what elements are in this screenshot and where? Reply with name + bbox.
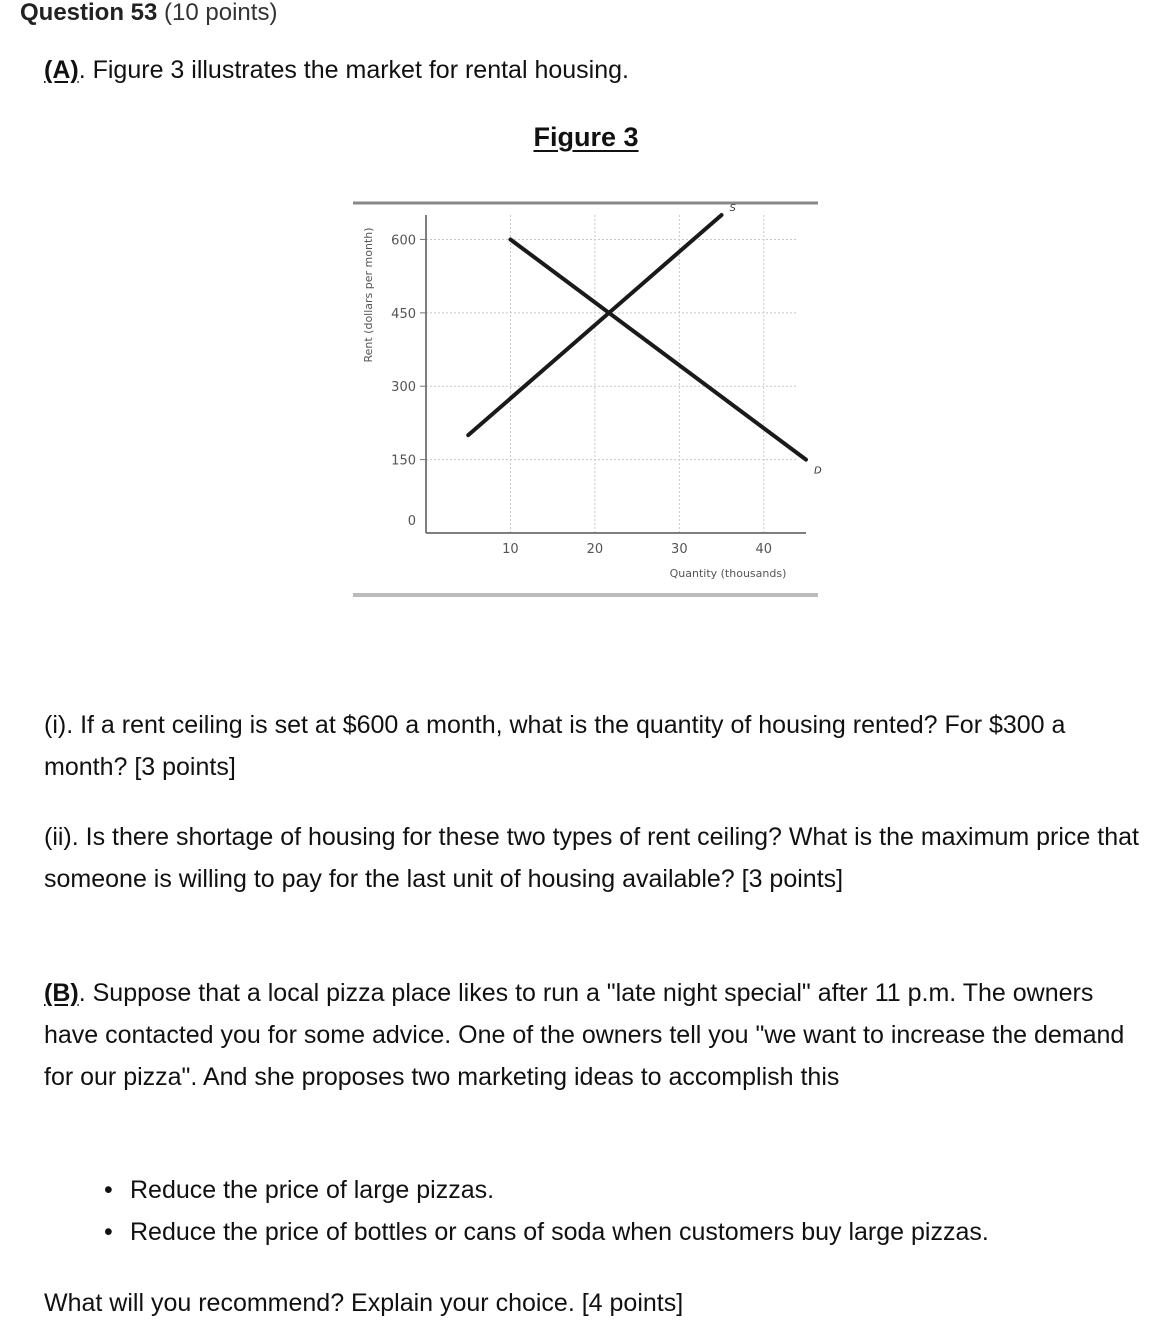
marketing-ideas-list [96,1169,989,1253]
grid-lines [426,215,796,533]
question-header [20,0,277,26]
question-ii: (ii). Is there shortage of housing for these two types of rent ceiling? What is the maximum price that someone is willing to pay for the last unit of housing available? [3 points] [44,823,1139,893]
x-tick-label: 20 [586,542,604,557]
part-b-text: . Suppose that a local pizza place likes to run a "late night special" after 11 p.m. The owners have contacted you for some advice. One of the owners tell you "we want to increase the demand for our pizza". And she proposes two marketing ideas to accomplish this [44,979,1125,1091]
bullet-text: Reduce the price of bottles or cans of soda when customers buy large pizzas. [130,1218,989,1246]
x-tick-label: 40 [755,542,773,557]
part-b-prompt [44,972,1144,1098]
series [468,203,822,477]
question-points: (10 points) [164,0,278,26]
chart-svg [340,195,830,605]
question-i: (i). If a rent ceiling is set at $600 a month, what is the quantity of housing rented? For $300 a month? [3 points] [44,711,1066,781]
bullet-dot-icon: • [104,1218,113,1246]
y-tick-label: 0 [407,514,416,529]
demand-label: D [814,465,822,477]
axes [426,215,806,533]
figure-3-chart [340,195,830,605]
closing-question: What will you recommend? Explain your choice. [4 points] [44,1289,684,1317]
y-tick-label: 300 [391,380,416,396]
y-axis-title: Rent (dollars per month) [362,227,375,363]
list-item [96,1211,989,1253]
part-a-label: (A) [44,56,79,84]
x-tick-label: 30 [671,542,688,557]
list-item [96,1169,989,1211]
x-axis-title: Quantity (thousands) [669,567,787,580]
y-tick-label: 600 [391,233,416,249]
part-a-prompt [44,49,1144,91]
y-tick-label: 150 [391,453,416,469]
x-tick-label: 10 [502,542,519,557]
part-b-label: (B) [44,979,79,1007]
bullet-dot-icon: • [104,1176,113,1204]
question-title: Question 53 [20,0,158,26]
figure-title-wrap [0,122,1172,153]
figure-title: Figure 3 [533,122,639,152]
ticks [391,233,772,557]
supply-label: S [729,203,736,214]
bullet-text: Reduce the price of large pizzas. [130,1176,495,1204]
part-a-text: . Figure 3 illustrates the market for rental housing. [78,56,629,84]
y-tick-label: 450 [391,306,416,322]
